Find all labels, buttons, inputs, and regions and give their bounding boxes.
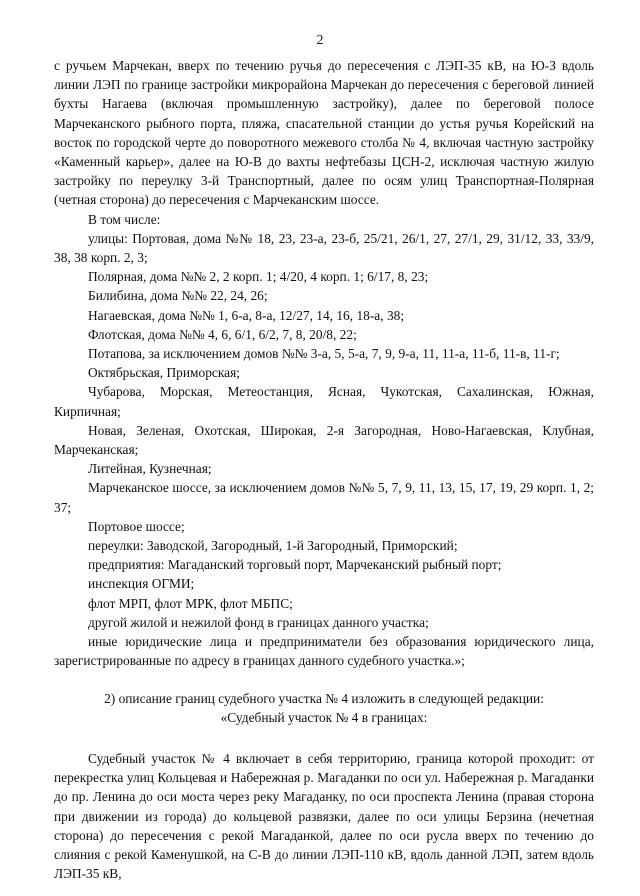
list-item: другой жилой и нежилой фонд в границах данного участка; bbox=[88, 614, 429, 630]
amendment-line: 2) описание границ судебного участка № 4 изложить в следующей редакции: bbox=[104, 690, 544, 706]
amendment-title: «Судебный участок № 4 в границах: bbox=[220, 709, 428, 725]
list-item: Марчеканское шоссе, за исключением домов №№ 5, 7, 9, 11, 13, 15, 17, 19, 29 корп. 1, 2; 37; bbox=[54, 480, 594, 515]
list-item: Октябрьская, Приморская; bbox=[88, 365, 240, 381]
list-item: переулки: Заводской, Загородный, 1-й Загородный, Приморский; bbox=[88, 538, 458, 554]
list-item: инспекция ОГМИ; bbox=[88, 576, 195, 592]
final-paragraph: Судебный участок № 4 включает в себя территорию, граница которой проходит: от перекрестка улиц Кольцевая и Набережная р. Магаданки по оси ул. Набережная р. Магаданки до пр. Ленина до оси моста через реку Магаданку, по оси проспекта Ленина (правая сторона при движении из города) до кольцевой развязки, далее по оси улицы Берзина (нечетная сторона) до пересечения с рекой Магаданкой, далее по оси русла вверх по течению до слияния с рекой Каменушкой, на С-В до линии ЛЭП-110 кВ, вдоль данной ЛЭП, затем вдоль ЛЭП-35 кВ, bbox=[54, 750, 594, 882]
list-item: Новая, Зеленая, Охотская, Широкая, 2-я Загородная, Ново-Нагаевская, Клубная, Марчеканская; bbox=[54, 422, 594, 458]
page-number: 2 bbox=[316, 33, 324, 48]
list-item: флот МРП, флот МРК, флот МБПС; bbox=[88, 595, 293, 611]
list-item: предприятия: Магаданский торговый порт, Марчеканский рыбный порт; bbox=[88, 557, 502, 573]
list-item: Потапова, за исключением домов №№ 3-а, 5, 5-а, 7, 9, 9-а, 11, 11-а, 11-б, 11-в, 11-г; bbox=[88, 346, 560, 362]
list-item: Полярная, дома №№ 2, 2 корп. 1; 4/20, 4 корп. 1; 6/17, 8, 23; bbox=[88, 269, 429, 285]
intro-paragraph: с ручьем Марчекан, вверх по течению ручья до пересечения с ЛЭП-35 кВ, на Ю-З вдоль линии ЛЭП по границе застройки микрорайона Марчекан до пересечения с береговой линией бухты Нагаева (включая промышленную застройку), далее по береговой полосе Марчеканского рыбного порта, пляжа, спасательной станции до устья ручья Корейский на восток по городской черте до поворотного межевого столба № 4, включая частную застройку «Каменный карьер», далее на Ю-В до вахты нефтебазы ЦСН-2, исключая частную жилую застройку по переулку 3-й Транспортный, далее по осям улиц Транспортная-Полярная (четная сторона) до пересечения с Марчеканским шоссе. bbox=[54, 58, 594, 208]
list-item: Портовое шоссе; bbox=[88, 518, 185, 534]
spacer bbox=[54, 727, 594, 749]
list-item: иные юридические лица и предприниматели без образования юридического лица, зарегистрированные по адресу в границах данного судебного участка.»; bbox=[54, 634, 594, 669]
list-item: Чубарова, Морская, Метеостанция, Ясная, Чукотская, Сахалинская, Южная, Кирпичная; bbox=[54, 384, 594, 419]
list-item: Литейная, Кузнечная; bbox=[88, 461, 212, 477]
document-body bbox=[54, 56, 594, 883]
list-item: В том числе: bbox=[88, 211, 161, 227]
list-item: Билибина, дома №№ 22, 24, 26; bbox=[88, 288, 268, 304]
list-item: Флотская, дома №№ 4, 6, 6/1, 6/2, 7, 8, 20/8, 22; bbox=[88, 326, 357, 342]
list-item: Нагаевская, дома №№ 1, 6-а, 8-а, 12/27, 14, 16, 18-а, 38; bbox=[88, 307, 405, 323]
spacer bbox=[54, 671, 594, 689]
list-item: улицы: Портовая, дома №№ 18, 23, 23-а, 23-б, 25/21, 26/1, 27, 27/1, 29, 31/12, 33, 33/9, 38, 38 корп. 2, 3; bbox=[54, 230, 594, 266]
